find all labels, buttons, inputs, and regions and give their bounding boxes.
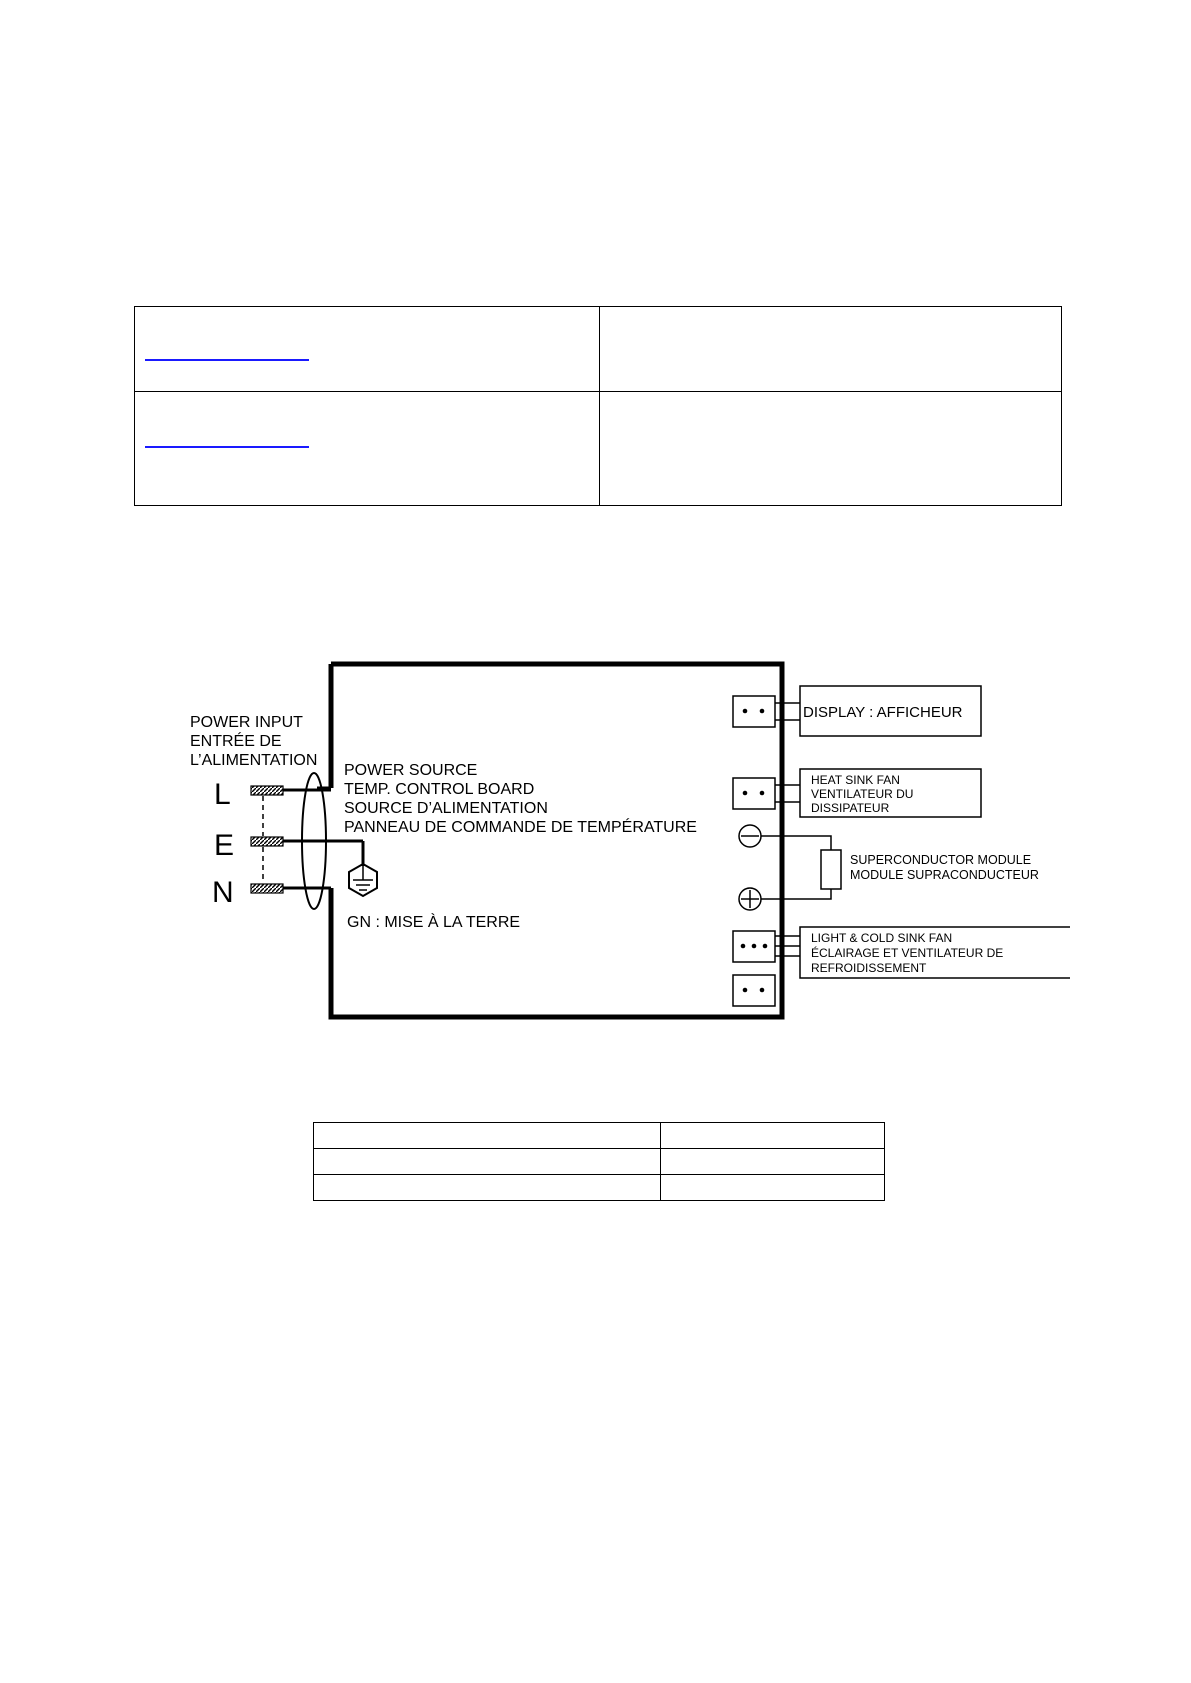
board-label-line-1: POWER SOURCE xyxy=(344,762,478,779)
board-label-line-3: SOURCE D’ALIMENTATION xyxy=(344,800,548,817)
superconductor-label-line-1: SUPERCONDUCTOR MODULE xyxy=(850,853,1032,867)
control-board-outline xyxy=(331,664,782,1017)
light-fan-label-line-2: ÉCLAIRAGE ET VENTILATEUR DE xyxy=(811,946,1004,960)
bottom-cell-1-left xyxy=(314,1123,661,1149)
bottom-cell-3-left xyxy=(314,1175,661,1201)
ground-symbol-icon xyxy=(349,864,377,896)
bottom-cell-3-right xyxy=(661,1175,885,1201)
terminal-n-label: N xyxy=(212,876,234,909)
heat-sink-label-line-1: HEAT SINK FAN xyxy=(811,773,900,787)
superconductor-label-line-2: MODULE SUPRACONDUCTEUR xyxy=(850,868,1039,882)
board-label-line-2: TEMP. CONTROL BOARD xyxy=(344,781,535,798)
board-label-line-4: PANNEAU DE COMMANDE DE TEMPÉRATURE xyxy=(344,819,697,836)
bottom-cell-2-right xyxy=(661,1149,885,1175)
terminal-e-label: E xyxy=(214,829,235,862)
bottom-cell-1-right xyxy=(661,1123,885,1149)
power-input-line-3: L’ALIMENTATION xyxy=(190,752,318,769)
bottom-cell-2-left xyxy=(314,1149,661,1175)
terminal-l-label: L xyxy=(214,778,231,811)
ground-label: GN : MISE À LA TERRE xyxy=(347,914,521,931)
heat-sink-label-line-3: DISSIPATEUR xyxy=(811,801,890,815)
display-label: DISPLAY : AFFICHEUR xyxy=(803,704,963,721)
terminal-n xyxy=(251,884,331,893)
power-input-line-2: ENTRÉE DE xyxy=(190,733,282,750)
terminal-e xyxy=(251,837,363,866)
superconductor-module xyxy=(739,825,841,910)
info-table-bottom xyxy=(313,1122,885,1201)
light-fan-label-line-1: LIGHT & COLD SINK FAN xyxy=(811,931,953,945)
heat-sink-label-line-2: VENTILATEUR DU xyxy=(811,787,914,801)
light-fan-label-line-3: REFROIDISSEMENT xyxy=(811,961,927,975)
spare-connector xyxy=(733,975,775,1006)
power-input-line-1: POWER INPUT xyxy=(190,714,303,731)
